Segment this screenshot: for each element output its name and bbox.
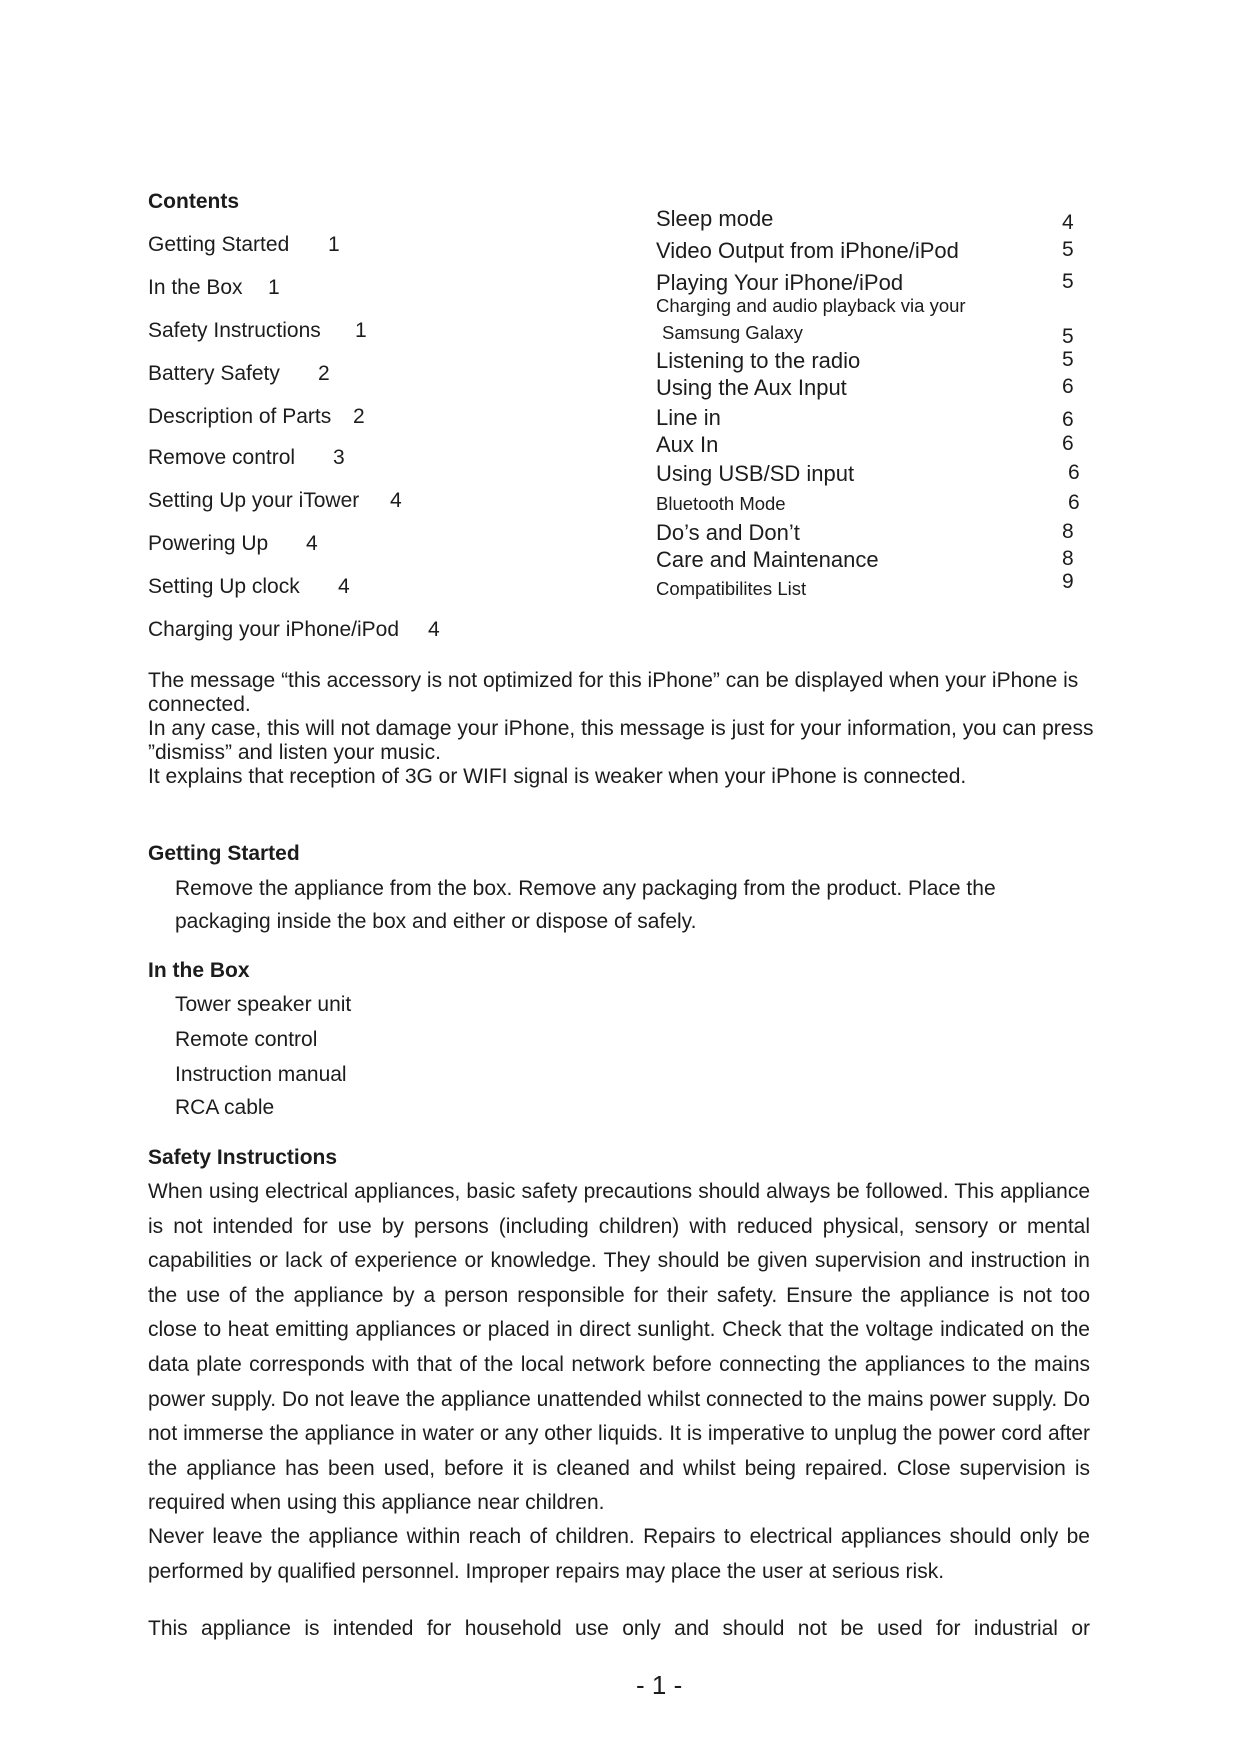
toc-item-page: 5 [1062,270,1074,293]
toc-item-page: 6 [1062,375,1074,398]
toc-item-label: Bluetooth Mode [656,493,786,514]
box-item: Instruction manual [175,1063,347,1086]
toc-item-page: 4 [338,575,350,598]
box-item: Remote control [175,1028,318,1051]
safety-heading: Safety Instructions [148,1146,338,1169]
toc-item-label: In the Box [148,276,243,299]
toc-item-page: 9 [1062,570,1074,593]
note-line: In any case, this will not damage your iPhone, this message is just for your information, you can press ”dismiss” and listen your music. [148,717,1094,764]
toc-item-label: Video Output from iPhone/iPod [656,238,959,263]
toc-item-page: 3 [333,446,345,469]
toc-item-label: Playing Your iPhone/iPod [656,270,904,295]
toc-item-page: 6 [1062,408,1074,431]
toc-item-label: Description of Parts [148,405,332,428]
contents-heading: Contents [148,190,239,213]
toc-item-label: Samsung Galaxy [662,322,803,343]
toc-item-page: 4 [306,532,318,555]
toc-item-page: 1 [355,319,367,342]
iphone-note [148,669,1108,789]
toc-item-label: Charging your iPhone/iPod [148,618,399,641]
toc-item-label: Listening to the radio [656,348,861,373]
in-the-box-heading: In the Box [148,959,250,982]
getting-started-line: packaging inside the box and either or dispose of safely. [175,910,697,933]
toc-item-page: 1 [268,276,280,299]
toc-item-label: Aux In [656,432,719,457]
toc-item-label: Using the Aux Input [656,375,847,400]
toc-item-page: 6 [1062,432,1074,455]
toc-item-label: Using USB/SD input [656,461,855,486]
page-number: - 1 - [636,1670,683,1700]
safety-paragraph: When using electrical appliances, basic safety precautions should always be followed. This appliance is not intended for use by persons (including children) with reduced physical, sensory or mental capabilities or lack of experience or knowledge. They should be given supervision and instruction in the use of the appliance by a person responsible for their safety. Ensure the appliance is not too close to heat emitting appliances or placed in direct sunlight. Check that the voltage indicated on the data plate corresponds with that of the local network before connecting the appliances to the mains power supply. Do not leave the appliance unattended whilst connected to the mains power supply. Do not immerse the appliance in water or any other liquids. It is imperative to unplug the power cord after the appliance has been used, before it is cleaned and whilst being repaired. Close supervision is required when using this appliance near children. [148,1180,1090,1515]
toc-item-label: Safety Instructions [148,319,321,342]
toc-item-label: Setting Up clock [148,575,300,598]
toc-item-page: 2 [318,362,330,385]
toc-item-page: 4 [1062,211,1074,234]
toc-item-page: 1 [328,233,340,256]
toc-item-label: Charging and audio playback via your [656,295,966,316]
box-item: Tower speaker unit [175,993,352,1016]
toc-item-label: Setting Up your iTower [148,489,360,512]
toc-item-label: Remove control [148,446,296,469]
toc-item-label: Battery Safety [148,362,280,385]
getting-started-line: Remove the appliance from the box. Remove any packaging from the product. Place the [175,877,996,900]
toc-item-page: 4 [428,618,440,641]
toc-item-label: Compatibilites List [656,578,807,599]
toc-item-page: 5 [1062,325,1074,348]
note-line: The message “this accessory is not optimized for this iPhone” can be displayed when your iPhone is connected. [148,669,1079,716]
toc-item-label: Powering Up [148,532,269,555]
box-item: RCA cable [175,1096,275,1119]
toc-item-page: 6 [1068,461,1080,484]
toc-item-page: 5 [1062,348,1074,371]
toc-item-page: 2 [353,405,365,428]
getting-started-heading: Getting Started [148,842,300,865]
note-line: It explains that reception of 3G or WIFI signal is weaker when your iPhone is connected. [148,765,967,788]
toc-item-label: Care and Maintenance [656,547,879,572]
toc-item-label: Getting Started [148,233,290,256]
safety-paragraph: This appliance is intended for household use only and should not be used for industrial or [148,1617,1090,1640]
toc-item-label: Line in [656,405,721,430]
toc-item-page: 4 [390,489,402,512]
toc-item-page: 5 [1062,238,1074,261]
safety-paragraph: Never leave the appliance within reach of children. Repairs to electrical appliances should only be performed by qualified personnel. Improper repairs may place the user at serious risk. [148,1525,1090,1583]
toc-item-page: 6 [1068,491,1080,514]
toc-item-label: Do’s and Don’t [656,520,800,545]
toc-item-label: Sleep mode [656,206,774,231]
toc-item-page: 8 [1062,520,1074,543]
toc-item-page: 8 [1062,547,1074,570]
